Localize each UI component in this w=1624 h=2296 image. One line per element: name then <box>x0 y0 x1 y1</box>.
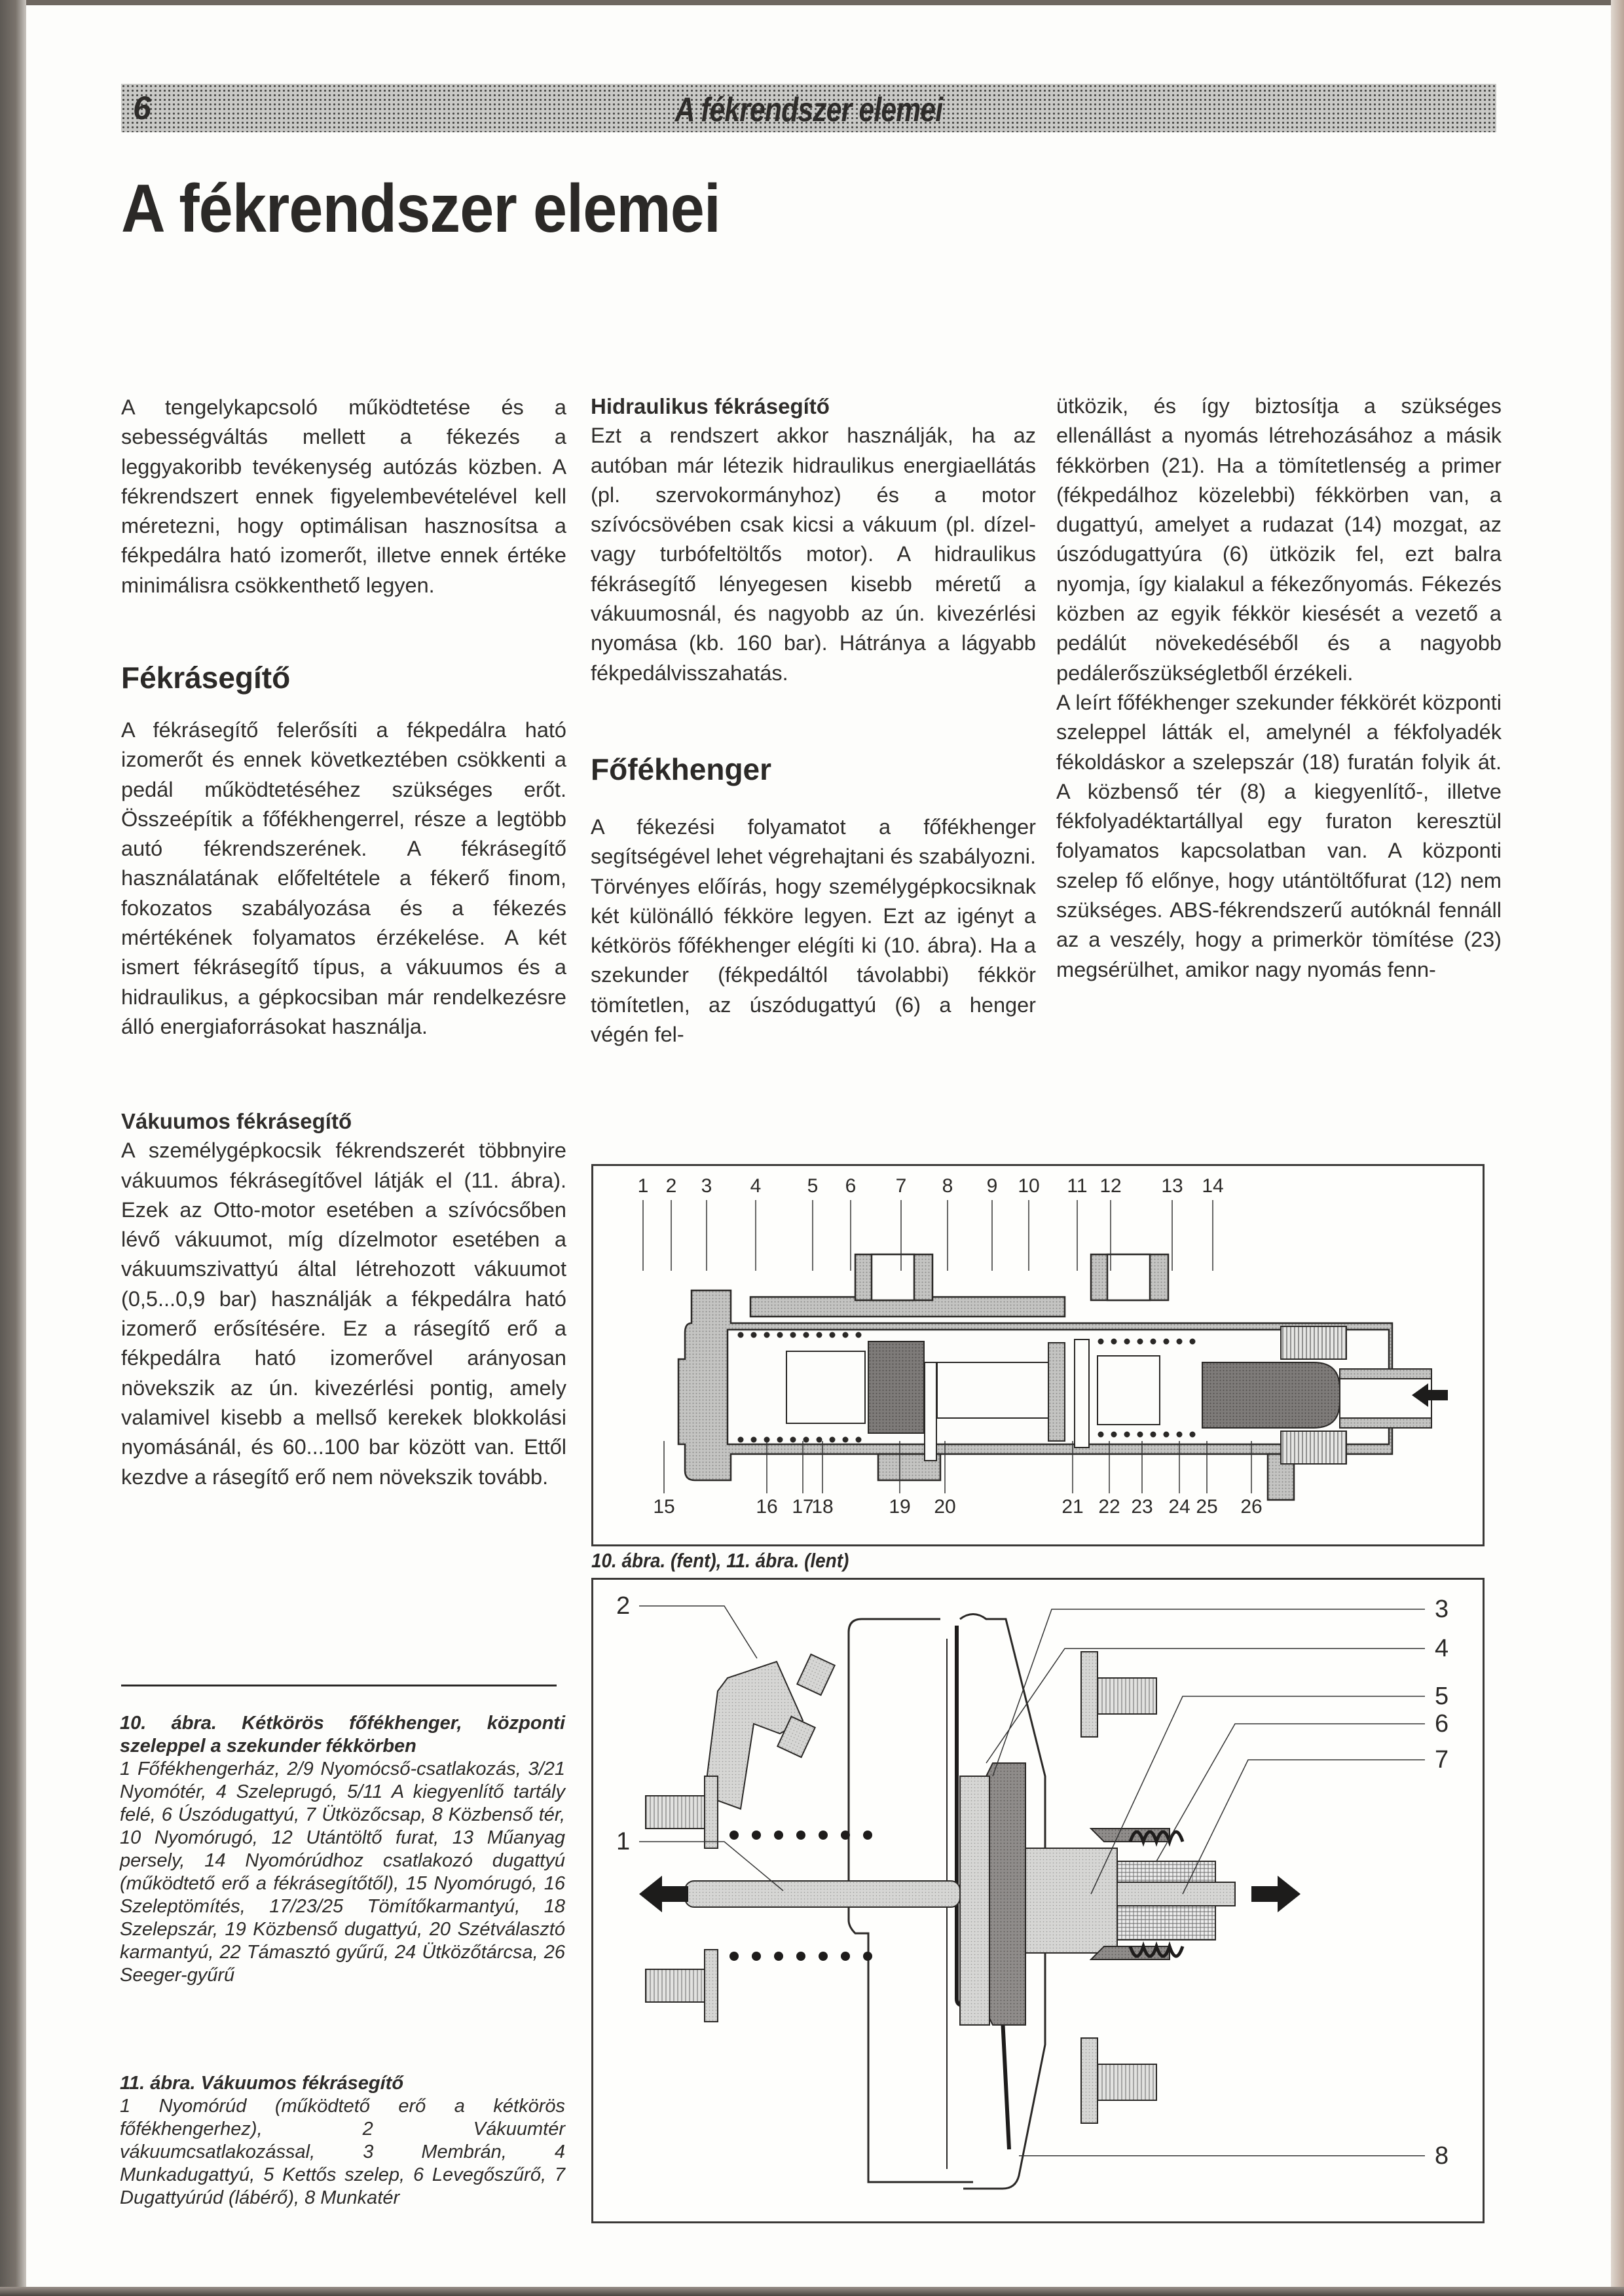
piston-rod <box>1117 1882 1235 1906</box>
spring-coil <box>1190 1339 1196 1345</box>
figure-10-caption <box>120 1712 565 1987</box>
master-cylinder-diagram <box>593 1166 1483 1544</box>
figure-11-caption <box>120 2072 565 2210</box>
part-label: 1 <box>637 1175 649 1197</box>
spring-coil <box>790 1437 796 1443</box>
running-title: A fékrendszer elemei <box>674 91 943 129</box>
running-header <box>121 84 1496 132</box>
spring-coil <box>863 1831 872 1840</box>
vacuum-connector <box>705 1654 835 1809</box>
part-label: 7 <box>1435 1746 1449 1774</box>
spring-coil <box>1111 1339 1117 1345</box>
part-label: 20 <box>934 1496 956 1518</box>
part-label: 11 <box>1067 1175 1088 1197</box>
page-edge <box>1611 0 1624 2296</box>
spring-coil <box>1098 1339 1104 1345</box>
spring-coil <box>1151 1339 1156 1345</box>
section-body: A fékezési folyamatot a főfékhenger segítségével lehet végrehajtani és szabályozni. Törvényes előírás, hogy személygépkocsiknak két különálló fékköre legyen. Ezt az igényt a kétkörös főfékhenger elégíti ki (10. ábra). Ha a szekunder (fékpedáltól távolabbi) fékkör tömítetlen, az úszódugattyú (6) a henger végén fel- <box>591 815 1036 1047</box>
part-label: 2 <box>616 1592 631 1620</box>
part-label: 8 <box>942 1175 953 1197</box>
section-fofekhenger-continued <box>1056 392 1502 985</box>
spring-coil <box>738 1437 744 1443</box>
section-heading: Fékrásegítő <box>121 661 291 695</box>
part-label: 9 <box>986 1175 998 1197</box>
spring-coil <box>751 1437 757 1443</box>
spring-coil <box>803 1332 809 1338</box>
part-label: 23 <box>1131 1496 1153 1518</box>
part-label: 17 <box>792 1496 814 1518</box>
part-label: 13 <box>1161 1175 1183 1197</box>
spring-coil <box>817 1332 822 1338</box>
section-vakuumos <box>121 1106 566 1492</box>
spring-coil <box>729 1952 739 1961</box>
spring-coil <box>863 1952 872 1961</box>
leader-line <box>993 1609 1425 1776</box>
leader-line <box>1156 1724 1425 1861</box>
intro-text: A tengelykapcsoló működtetése és a sebességváltás mellett a fékezés a leggyakoribb tevékenység autózás közben. A fékrendszert ennek figyelembevételével kell méretezni, hogy optimálisan hasznosítsa a fékpedálra ható izomerőt, illetve ennek értéke minimálisra csökkenthető legyen. <box>121 395 566 597</box>
section-hidraulikus <box>591 392 1036 688</box>
spring-coil <box>1190 1432 1196 1438</box>
page-number: 6 <box>133 90 151 126</box>
caption-divider <box>121 1685 557 1686</box>
part-label: 3 <box>701 1175 712 1197</box>
part-label: 1 <box>616 1828 631 1855</box>
part-label: 4 <box>750 1175 762 1197</box>
part-label: 22 <box>1098 1496 1120 1518</box>
part-label: 18 <box>811 1496 834 1518</box>
part-label: 2 <box>665 1175 677 1197</box>
caption-legend: 1 Nyomórúd (működtető erő a kétkörös főfékhengerhez), 2 Vákuumtér vákuumcsatlakozással, 3 Membrán, 4 Munkadugattyú, 5 Kettős szelep, 6 Levegőszűrő, 7 Dugattyúrúd (lábérő), 8 Munkatér <box>120 2096 565 2208</box>
spring-coil <box>752 1831 761 1840</box>
leader-line <box>1183 1760 1425 1894</box>
section-fofekhenger <box>591 750 1036 1049</box>
vacuum-booster-diagram <box>593 1580 1483 2221</box>
spring-coil <box>1137 1339 1143 1345</box>
spring-coil <box>774 1831 783 1840</box>
section-body: Ezt a rendszert akkor használják, ha az autóban már létezik hidraulikus energiaellátás (pl. szervokormányhoz) és a motor szívócsövében csak kicsi a vákuum (pl. dízel- vagy turbófeltöltős motor). A hidraulikus fékrásegítő lényegesen kisebb méretű a vákuumosnál, és nagyobb az ún. kivezérlési nyomása (kb. 160 bar). Hátránya a lágyabb fékpedálvisszahatás. <box>591 424 1036 685</box>
spring-coil <box>1137 1432 1143 1438</box>
subsection-heading: Vákuumos fékrásegítő <box>121 1109 352 1133</box>
part-label: 19 <box>889 1496 911 1518</box>
spring-coil <box>751 1332 757 1338</box>
spring-coil <box>1098 1432 1104 1438</box>
part-label: 10 <box>1018 1175 1040 1197</box>
spring-coil <box>729 1831 739 1840</box>
caption-title: 10. ábra. Kétkörös főfékhenger, központi szeleppel a szekunder fékkörben <box>120 1713 565 1757</box>
page-title: A fékrendszer elemei <box>121 171 720 247</box>
spring-coil <box>1111 1432 1117 1438</box>
spring-coil <box>752 1952 761 1961</box>
spring-coil <box>796 1952 805 1961</box>
spring-coil <box>841 1952 850 1961</box>
section-body-continued: ütközik, és így biztosítja a szükséges ellenállást a nyomás létrehozásához a másik fékkörben (21). Ha a tömítetlenség a primer (fékpedálhoz közelebbi) fékkörben van, a dugattyú, amelyet a rudazat (14) mozgat, az úszódugattyúra (6) ütközik fel, ezt balra nyomja, így kialakul a fékezőnyomás. Fékezés közben az egyik fékkör kiesését a vezető a pedálút növekedéséből és a nagyobb pedálerőszükségletből érzékeli. <box>1056 394 1502 685</box>
section-heading: Főfékhenger <box>591 752 772 786</box>
spring-coil <box>764 1332 770 1338</box>
spring-coil <box>817 1437 822 1443</box>
push-rod <box>685 1881 960 1907</box>
spring-coil <box>1151 1432 1156 1438</box>
spring-coil <box>774 1952 783 1961</box>
figure-10-master-cylinder <box>591 1164 1485 1546</box>
spring-coil <box>1177 1432 1183 1438</box>
part-label: 3 <box>1435 1595 1449 1623</box>
part-label: 26 <box>1240 1496 1263 1518</box>
section-fekrasegito <box>121 658 566 1042</box>
subsection-heading: Hidraulikus fékrásegítő <box>591 394 830 418</box>
section-body: A fékrásegítő felerősíti a fékpedálra ható izomerőt és ennek következtében csökkenti a pedál működtetéséhez szükséges erőt. Összeépítik a főfékhengerrel, része a legtöbb autó fékrendszerének. A fékrásegítő használatának előfeltétele a fékerő finom, fokozatos szabályozása és a fékezés mértékének folyamatos érzékelése. A két ismert fékrásegítő típus, a vákuumos és a hidraulikus, a gépkocsiban már rendelkezésre álló energiaforrásokat használja. <box>121 718 566 1038</box>
spring-coil <box>843 1437 849 1443</box>
spring-coil <box>1124 1339 1130 1345</box>
part-label: 5 <box>807 1175 819 1197</box>
output-arrow-icon <box>639 1876 688 1912</box>
spring-coil <box>856 1332 862 1338</box>
spring-coil <box>777 1332 783 1338</box>
intro-paragraph <box>121 393 566 600</box>
spring-coil <box>843 1332 849 1338</box>
spring-coil <box>777 1437 783 1443</box>
part-label: 6 <box>845 1175 857 1197</box>
spring-coil <box>819 1952 828 1961</box>
part-label: 12 <box>1099 1175 1122 1197</box>
part-label: 24 <box>1168 1496 1190 1518</box>
spring-coil <box>790 1332 796 1338</box>
part-label: 25 <box>1196 1496 1218 1518</box>
part-label: 14 <box>1202 1175 1224 1197</box>
spring-coil <box>819 1831 828 1840</box>
spring-coil <box>796 1831 805 1840</box>
part-label: 4 <box>1435 1635 1449 1662</box>
spring-coil <box>738 1332 744 1338</box>
figure-pair-caption: 10. ábra. (fent), 11. ábra. (lent) <box>591 1549 849 1572</box>
part-label: 7 <box>895 1175 907 1197</box>
part-label: 16 <box>756 1496 778 1518</box>
leader-line <box>986 1649 1425 1763</box>
section-body: A személygépkocsik fékrendszerét többnyire vákuumos fékrásegítővel látják el (11. ábra). Ezek az Otto-motor esetében a szívócsőben lévő vákuumot, míg dízelmotor esetében a vákuumszivattyú által létrehozott vákuumot (0,5...0,9 bar) használják a fékpedálra ható izomerő erősítésére. Ez a rásegítő erő a fékpedálra ható izomerővel arányosan növekszik az ún. kivezérlési pontig, amely valamivel kisebb a mellső kerekek blokkolási nyomásánál, és 60...100 bar között van. Ettől kezdve a rásegítő erő nem növekszik tovább. <box>121 1139 566 1489</box>
part-label: 5 <box>1435 1683 1449 1710</box>
section-body-2: A leírt főfékhenger szekunder fékkörét központi szeleppel látták el, amelynél a fékfolyadék fékoldáskor a szelepszár (18) furatán folyik át. A közbenső tér (8) a kiegyenlítő-, illetve fékfolyadéktartállyal egy furaton keresztül folyamatos kapcsolatban van. A központi szelep fő előnye, hogy utántöltőfurat (12) nem szükséges. ABS-fékrendszerű autóknál fennáll az a veszély, hogy a primerkör tömítése (23) megsérülhet, amikor nagy nyomás fenn- <box>1056 690 1502 981</box>
caption-title: 11. ábra. Vákuumos fékrásegítő <box>120 2073 404 2094</box>
spring-coil <box>830 1332 836 1338</box>
part-label: 21 <box>1061 1496 1084 1518</box>
spring-coil <box>830 1437 836 1443</box>
spring-coil <box>856 1437 862 1443</box>
spring-coil <box>1164 1339 1170 1345</box>
part-label: 15 <box>653 1496 675 1518</box>
input-arrow-icon <box>1251 1876 1301 1912</box>
spring-coil <box>1177 1339 1183 1345</box>
spring-coil <box>1164 1432 1170 1438</box>
leader-line <box>639 1606 757 1658</box>
page-bottom-edge <box>0 2287 1624 2296</box>
spring-coil <box>803 1437 809 1443</box>
book-spine-shadow <box>0 0 26 2296</box>
spring-coil <box>841 1831 850 1840</box>
part-label: 8 <box>1435 2141 1449 2170</box>
caption-legend: 1 Főfékhengerház, 2/9 Nyomócső-csatlakozás, 3/21 Nyomótér, 4 Szeleprugó, 5/11 A kiegyenlítő tartály felé, 6 Úszódugattyú, 7 Ütközőcsap, 8 Közbenső tér, 10 Nyomórugó, 12 Utántöltő furat, 13 Műanyag persely, 14 Nyomórúdhoz csatlakozó dugattyú (működtető erő a fékrásegítőtől), 15 Nyomórugó, 16 Szeleptömítés, 17/23/25 Tömítőkarmantyú, 18 Szelepszár, 19 Közbenső dugattyú, 20 Szétválasztó karmantyú, 22 Támasztó gyűrű, 24 Ütközőtárcsa, 26 Seeger-gyűrű <box>120 1758 565 1986</box>
spring-coil <box>1124 1432 1130 1438</box>
figure-11-vacuum-booster <box>591 1578 1485 2223</box>
part-label: 6 <box>1435 1710 1449 1738</box>
